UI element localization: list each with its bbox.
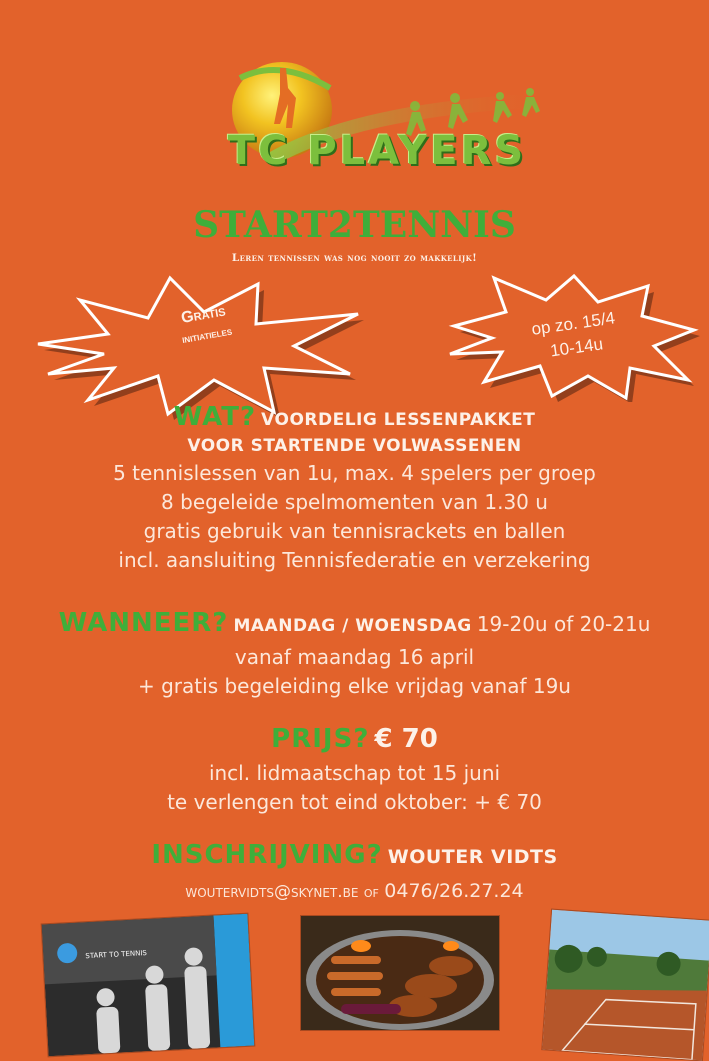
wat-item: gratis gebruik van tennisrackets en ballen	[143, 519, 566, 543]
wat-item: 8 begeleide spelmomenten van 1.30 u	[161, 490, 548, 514]
wanneer-section	[0, 606, 709, 701]
wat-item: incl. aansluiting Tennisfederatie en verzekering	[118, 548, 591, 572]
photo-barbecue	[300, 915, 500, 1031]
burst-left-line1: Gratis	[179, 302, 227, 327]
wanneer-days: MAANDAG / WOENSDAG	[233, 616, 472, 636]
wanneer-times: 19-20u of 20-21u	[476, 612, 651, 636]
phone-number: 0476/26.27.24	[384, 880, 524, 902]
wat-section	[0, 404, 709, 575]
email-link[interactable]: woutervidts@skynet.be	[185, 882, 359, 902]
wanneer-line3: + gratis begeleiding elke vrijdag vanaf 19u	[138, 674, 571, 698]
wat-headline1: VOORDELIG LESSENPAKKET	[261, 410, 536, 430]
inschrijving-label: INSCHRIJVING?	[151, 840, 383, 870]
inschrijving-name: WOUTER VIDTS	[387, 846, 558, 868]
prijs-line3: te verlengen tot eind oktober: + € 70	[167, 790, 542, 814]
tagline: Leren tennissen was nog nooit zo makkelijk!	[231, 252, 478, 264]
photo-players	[41, 913, 256, 1058]
logo-text: TC PLAYERS	[227, 128, 527, 174]
wat-item: 5 tennislessen van 1u, max. 4 spelers per groep	[113, 461, 596, 485]
starburst-left	[18, 272, 378, 422]
photo-tennis-courts	[541, 909, 709, 1061]
prijs-line2: incl. lidmaatschap tot 15 juni	[208, 761, 501, 785]
burst-right-line2: 10-14u	[549, 334, 605, 361]
of-text: of	[363, 883, 379, 901]
page-title: START2TENNIS	[193, 204, 516, 246]
wat-headline2: VOOR STARTENDE VOLWASSENEN	[187, 436, 522, 456]
prijs-section	[0, 722, 709, 817]
prijs-label: PRIJS?	[271, 724, 370, 754]
wanneer-line2: vanaf maandag 16 april	[234, 645, 475, 669]
prijs-value: € 70	[374, 724, 438, 754]
burst-left-line2: initiatieles	[181, 325, 234, 347]
burst-right-line1: op zo. 15/4	[530, 308, 617, 339]
inschrijving-section	[0, 838, 709, 908]
photo-caption: START TO TENNIS	[85, 949, 148, 961]
wat-label: WAT?	[173, 402, 257, 432]
wanneer-label: WANNEER?	[58, 608, 229, 638]
